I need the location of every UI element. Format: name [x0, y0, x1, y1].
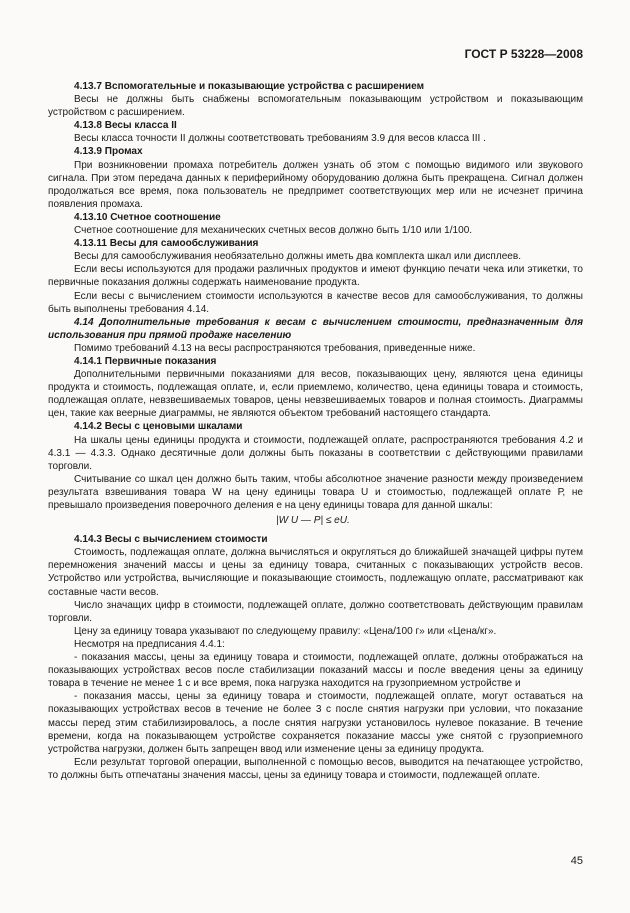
paragraph: Несмотря на предписания 4.4.1:	[74, 638, 225, 650]
page-number: 45	[570, 855, 583, 867]
section-heading: 4.14.1 Первичные показания	[74, 355, 217, 367]
paragraph: Если весы используются для продажи различных продуктов и имеют функцию печати чека или этикетки, то первичные показания должны содержать наименование продукта.	[48, 264, 583, 289]
paragraph: Считывание со шкал цен должно быть таким, чтобы абсолютное значение разности между произведением результата взвешивания товара W на цену единицы товара U и стоимостью, подлежащей оплате Р, не превышало произведения поверочного деления е на цену единицы товара для данной шкалы:	[48, 473, 583, 511]
formula: |W U — P| ≤ eU.	[276, 515, 350, 527]
paragraph: Весы не должны быть снабжены вспомогательным показывающим устройством и показывающим устройством с расширением.	[48, 94, 583, 119]
paragraph: На шкалы цены единицы продукта и стоимости, подлежащей оплате, распространяются требования 4.2 и 4.3.1 — 4.3.3. Однако десятичные доли должны быть показаны в соответствии с действующими правилами торговли.	[48, 434, 583, 472]
section-heading: 4.13.11 Весы для самообслуживания	[74, 238, 259, 250]
document-body	[48, 80, 583, 782]
section-heading: 4.14.2 Весы с ценовыми шкалами	[74, 421, 243, 433]
section-heading: 4.14 Дополнительные требования к весам с вычислением стоимости, предназначенным для использования при прямой продаже населению	[48, 316, 583, 341]
paragraph: Весы класса точности II должны соответствовать требованиям 3.9 для весов класса III .	[74, 133, 486, 145]
section-heading: 4.13.10 Счетное соотношение	[74, 211, 221, 223]
paragraph: Число значащих цифр в стоимости, подлежащей оплате, должно соответствовать действующим правилам торговли.	[48, 599, 583, 624]
paragraph: Стоимость, подлежащая оплате, должна вычисляться и округляться до ближайшей значащей цифры путем перемножения значений массы и цены за единицу товара, считанных с показывающих устройств весов. Устройство или устройства, вычисляющие и показывающие стоимость, подлежащую оплате, рассматривают как составные части весов.	[48, 547, 583, 598]
paragraph: Дополнительными первичными показаниями для весов, показывающих цену, являются цена единицы продукта и стоимость, подлежащая оплате, и, если приемлемо, количество, цена единицы товара и стоимость, подлежащая оплате, невзвешиваемых товаров, цены невзвешиваемых товаров и полная стоимость. Диаграммы цен, такие как веерные диаграммы, не являются объектом требований настоящего стандарта.	[48, 369, 583, 420]
paragraph: Весы для самообслуживания необязательно должны иметь два комплекта шкал или дисплеев.	[74, 251, 522, 263]
paragraph: Если результат торговой операции, выполненной с помощью весов, выводится на печатающее устройство, то должны быть отпечатаны значения массы, цены за единицу товара и стоимости, подлежащей оплате.	[48, 756, 583, 781]
paragraph: Если весы с вычислением стоимости используются в качестве весов для самообслуживания, то должны быть выполнены требования 4.14.	[48, 290, 583, 315]
paragraph: - показания массы, цены за единицу товара и стоимости, подлежащей оплате, должны отображаться на показывающих устройствах весов после стабилизации показаний массы и после введения цены за единицу товара в течение не менее 1 с и все время, пока нагрузка находится на грузоприемном устройстве и	[48, 652, 583, 690]
section-heading: 4.13.8 Весы класса II	[74, 120, 177, 132]
paragraph: Счетное соотношение для механических счетных весов должно быть 1/10 или 1/100.	[74, 225, 473, 237]
paragraph: При возникновении промаха потребитель должен узнать об этом с помощью видимого или звукового сигнала. При этом передача данных к периферийному оборудованию должна быть прекращена. Сигнал должен продолжаться все время, пока пользователь не предпримет соответствующих мер или не исчезнет причина появления промаха.	[48, 159, 583, 210]
section-heading: 4.14.3 Весы с вычислением стоимости	[74, 534, 268, 546]
section-heading: 4.13.7 Вспомогательные и показывающие устройства с расширением	[74, 81, 424, 92]
paragraph: Помимо требований 4.13 на весы распространяются требования, приведенные ниже.	[74, 342, 476, 354]
section-heading: 4.13.9 Промах	[74, 146, 143, 158]
paragraph: Цену за единицу товара указывают по следующему правилу: «Цена/100 г» или «Цена/кг».	[74, 625, 497, 637]
standard-header: ГОСТ Р 53228—2008	[464, 47, 583, 61]
paragraph: - показания массы, цены за единицу товара и стоимости, подлежащей оплате, могут оставаться на показывающих устройствах весов в течение не более 3 с после снятия нагрузки при условии, что показание массы перед этим стабилизировалось, а после снятия нагрузки установилось нулевое показание. В течение времени, когда на показывающем устройстве сохраняется показание массы уже снятой с грузоприемного устройства нагрузки, должен быть запрещен ввод или изменение цены за единицу продукта.	[48, 691, 583, 755]
